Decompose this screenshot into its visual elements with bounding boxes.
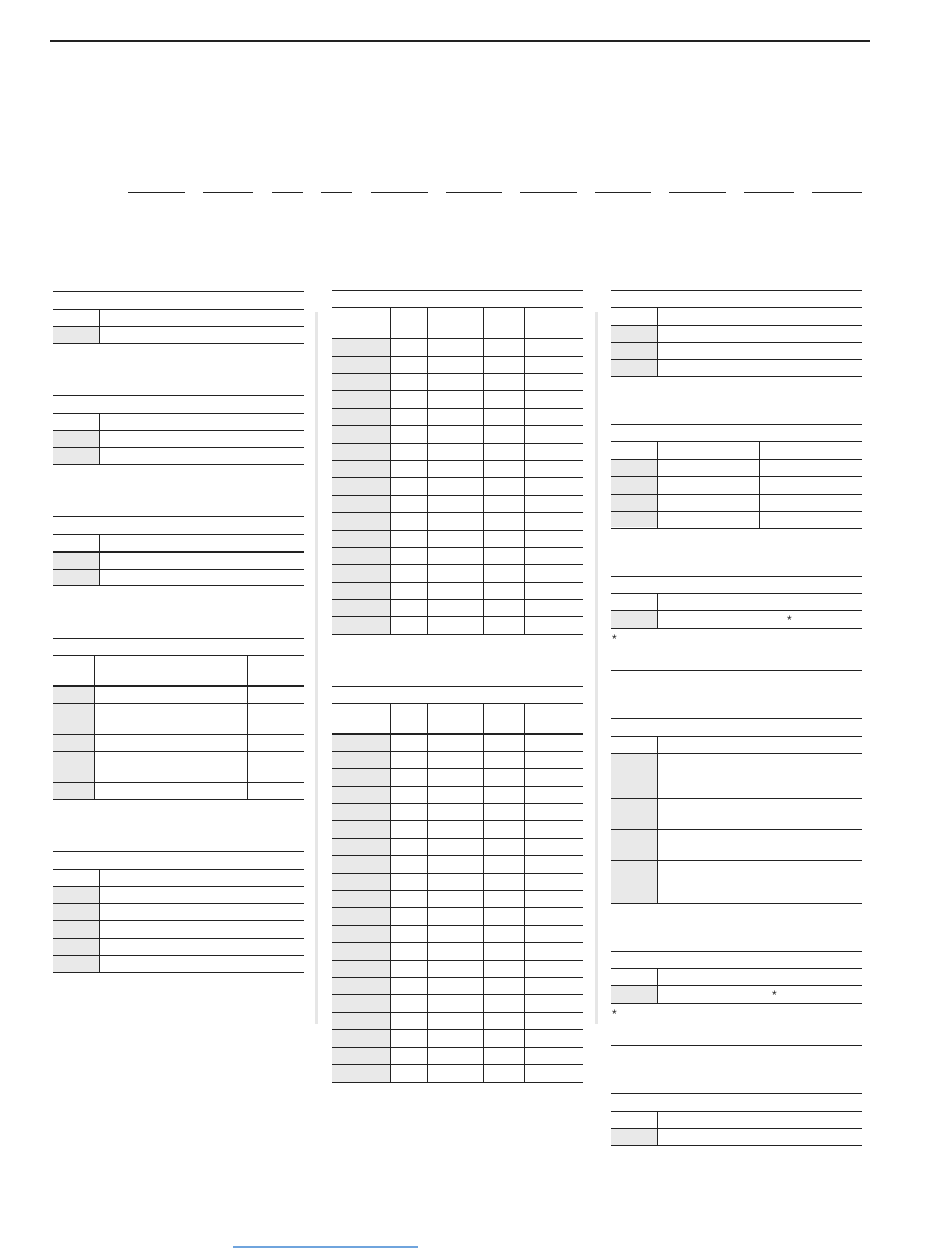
footnote-marker: * xyxy=(612,632,617,646)
footnote-marker: * xyxy=(612,1007,617,1021)
top-rule xyxy=(50,40,870,42)
column-separator-right xyxy=(595,312,598,1024)
footnote-marker: * xyxy=(787,613,792,627)
link-underline[interactable] xyxy=(233,1246,418,1248)
column-separator-left xyxy=(315,312,318,1024)
footnote-marker: * xyxy=(772,988,777,1002)
